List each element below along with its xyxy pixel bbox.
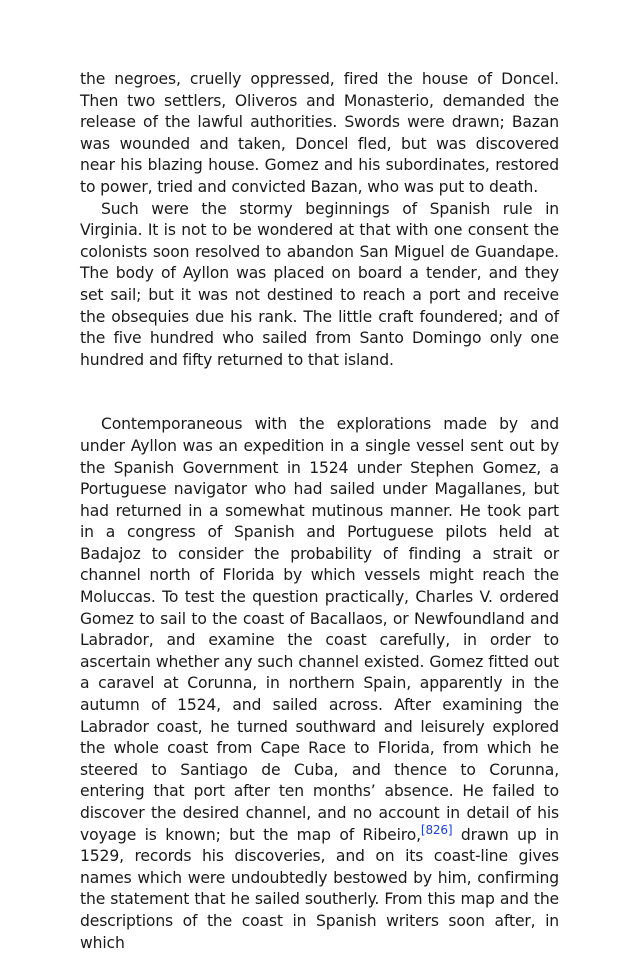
- section-gap: [80, 371, 559, 414]
- paragraph-gomez-expedition: [80, 414, 559, 954]
- footnote-link-826[interactable]: [826]: [420, 822, 453, 837]
- paragraph-doncel-revolt: the negroes, cruelly oppressed, fired the house of Doncel. Then two settlers, Oliveros and Monasterio, demanded the release of the lawful authorities. Swords were drawn; Bazan was wounded and taken, Doncel fled, but was discovered near his blazing house. Gomez and his subordinates, restored to power, tried and convicted Bazan, who was put to death.: [80, 70, 559, 196]
- paragraph-gomez-text-end: drawn up in 1529, records his discoveries, and on its coast-line gives names which were undoubtedly bestowed by him, confirming the statement that he sailed southerly. From this map and the descriptions of the coast in Spanish writers soon after, in which: [80, 825, 559, 952]
- paragraph-gomez-text-start: Contemporaneous with the explorations made by and under Ayllon was an expedition in a single vessel sent out by the Spanish Government in 1524 under Stephen Gomez, a Portuguese navigator who had sailed under Magallanes, but had returned in a somewhat mutinous manner. He took part in a congress of Spanish and Portuguese pilots held at Badajoz to consider the probability of finding a strait or channel north of Florida by which vessels might reach the Moluccas. To test the question practically, Charles V. ordered Gomez to sail to the coast of Bacallaos, or Newfoundland and Labrador, and examine the coast carefully, in order to ascertain whether any such channel existed. Gomez fitted out a caravel at Corunna, in northern Spain, apparently in the autumn of 1524, and sailed across. After examining the Labrador coast, he turned southward and leisurely explored the whole coast from Cape Race to Florida, from which he steered to Santiago de Cuba, and thence to Corunna, entering that port after ten months’ absence. He failed to discover the desired channel, and no account in detail of his voyage is known; but the map of Ribeiro,: [80, 415, 559, 844]
- page-text: [80, 69, 559, 954]
- paragraph-spanish-rule-virginia: Such were the stormy beginnings of Spanish rule in Virginia. It is not to be wondered at that with one consent the colonists soon resolved to abandon San Miguel de Guandape. The body of Ayllon was placed on board a tender, and they set sail; but it was not destined to reach a port and receive the obsequies due his rank. The little craft foundered; and of the five hundred who sailed from Santo Domingo only one hundred and fifty returned to that island.: [80, 199, 559, 369]
